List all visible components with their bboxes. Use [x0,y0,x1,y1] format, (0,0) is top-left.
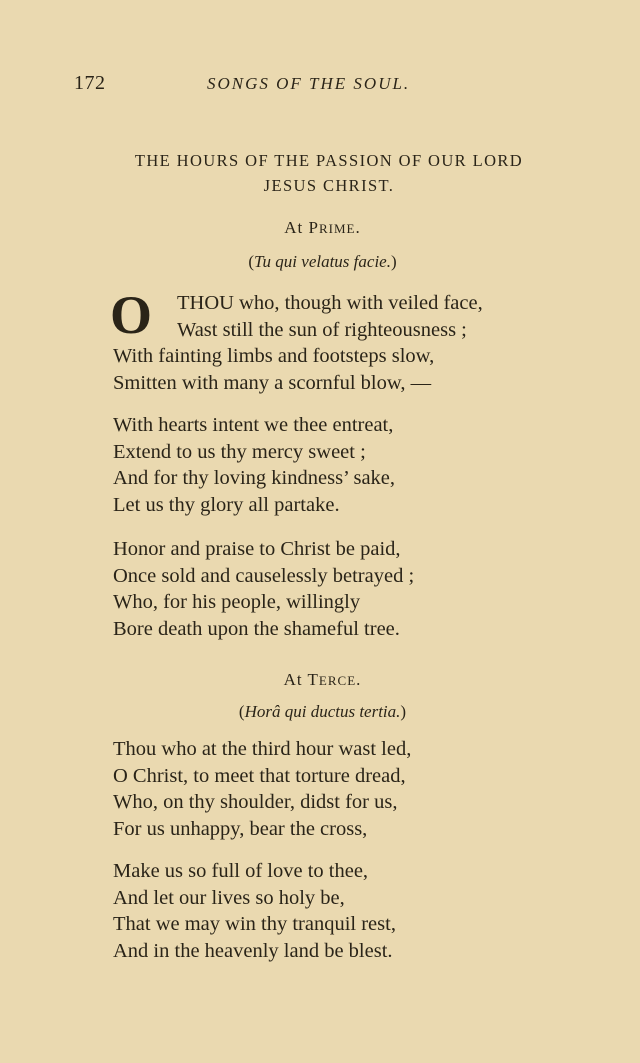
stanza-terce-1 [113,736,411,842]
verse-line: Honor and praise to Christ be paid, [113,538,401,560]
verse-line: And for thy loving kindness’ sake, [113,467,396,489]
hymn-title [60,148,598,198]
verse-line: Make us so full of love to thee, [113,860,369,882]
verse-line: With fainting limbs and footsteps slow, [113,345,435,367]
verse-line: Wast still the sun of righteousness ; [177,318,467,341]
drop-cap: O [110,285,153,345]
verse-line: With hearts intent we thee entreat, [113,414,394,436]
page-number: 172 [74,72,106,94]
verse-line: O Christ, to meet that torture dread, [113,764,406,787]
verse-line: For us unhappy, bear the cross, [113,817,368,840]
stanza-prime-2 [113,412,395,518]
verse-line: Who, for his people, willingly [113,591,361,613]
stanza-prime-3 [113,536,414,642]
verse-line: Let us thy glory all partake. [113,493,340,516]
hymn-title-line-1: THE HOURS OF THE PASSION OF OUR LORD [134,151,524,170]
hymn-title-line-2: JESUS CHRIST. [263,176,395,195]
verse-line: Who, on thy shoulder, didst for us, [113,791,398,813]
section-heading-terce: At TERCE. [283,670,362,689]
verse-line: Smitten with many a scornful blow, — [113,371,432,394]
verse-line: Extend to us thy mercy sweet ; [113,440,366,463]
verse-line: Once sold and causelessly betrayed ; [113,564,415,587]
verse-line: And let our lives so holy be, [113,886,345,909]
running-title: SONGS OF THE SOUL. [207,74,411,93]
verse-line: And in the heavenly land be blest. [113,939,393,962]
latin-incipit-prime: (Tu qui velatus facie.) [248,252,397,271]
latin-incipit-terce: (Horâ qui ductus tertia.) [238,702,407,721]
stanza-prime-1 [113,290,483,396]
section-heading-prime: At PRIME. [284,218,361,237]
verse-line: Bore death upon the shameful tree. [113,617,400,640]
verse-line: Thou who at the third hour wast led, [113,738,412,760]
verse-line: THOU who, though with veiled face, [177,292,483,314]
verse-line: That we may win thy tranquil rest, [113,913,396,935]
stanza-terce-2 [113,858,396,964]
running-head [74,72,494,102]
